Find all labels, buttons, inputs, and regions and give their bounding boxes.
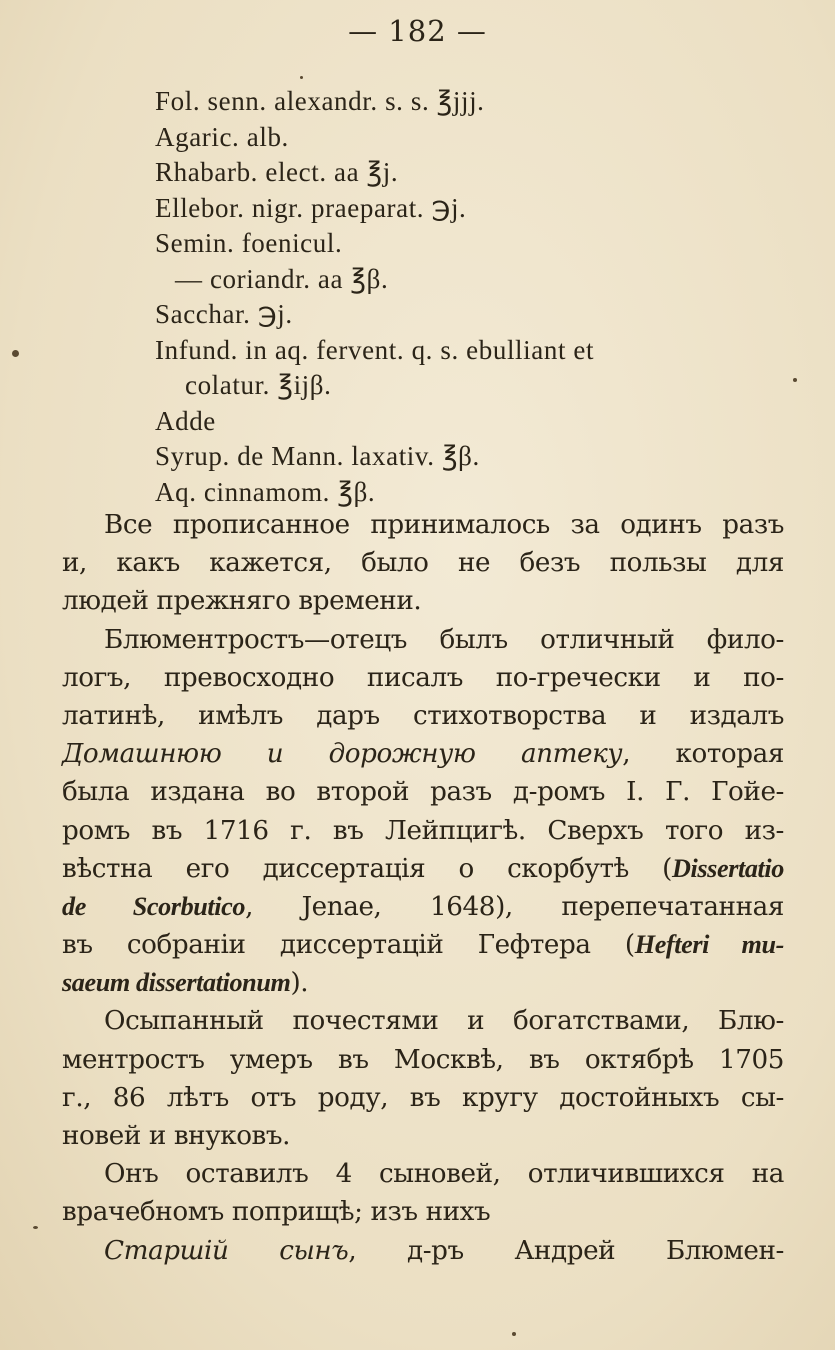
text-line: логъ, превосходно писалъ по-гречески и по- — [62, 662, 784, 693]
recipe-line: Ellebor. nigr. praeparat. ℈j. — [155, 192, 467, 223]
body-text — [62, 506, 784, 1270]
paragraph — [62, 1002, 784, 1155]
text-fragment: вѣстна его диссертація о скорбутѣ ( — [62, 853, 672, 884]
text-line: людей прежняго времени. — [62, 586, 422, 617]
recipe-line: Syrup. de Mann. laxativ. ℥β. — [155, 441, 480, 471]
text-line: Онъ оставилъ 4 сыновей, отличившихся на — [104, 1159, 784, 1190]
paragraph — [62, 1155, 784, 1231]
ink-speck — [33, 1226, 38, 1229]
text-line: Блюментростъ—отецъ былъ отличный фило- — [104, 624, 784, 655]
text-line: Все прописанное принималось за одинъ разъ — [104, 510, 784, 540]
recipe-line: Infund. in aq. fervent. q. s. ebulliant et — [155, 334, 595, 365]
italic-title: Домашнюю и дорожную аптеку — [62, 739, 623, 770]
text-line: ромъ въ 1716 г. въ Лейпцигѣ. Сверхъ того из- — [62, 815, 784, 846]
latin-title: de Scorbutico — [62, 891, 246, 921]
paragraph — [62, 621, 784, 1003]
page-number: — 182 — — [348, 14, 487, 48]
text-line: латинѣ, имѣлъ даръ стихотворства и издалъ — [62, 700, 784, 731]
recipe-line: Fol. senn. alexandr. s. s. ℥jjj. — [155, 86, 485, 116]
paragraph — [62, 506, 784, 621]
text-line: новей и внуковъ. — [62, 1121, 291, 1151]
recipe-line: Agaric. alb. — [155, 121, 289, 152]
text-line: и, какъ кажется, было не безъ пользы для — [62, 548, 784, 579]
recipe-line: Rhabarb. elect. aa ℥j. — [155, 157, 399, 187]
prescription-list — [155, 84, 805, 510]
text-line — [62, 888, 784, 926]
text-fragment: , д-ръ Андрей Блюмен- — [348, 1235, 784, 1266]
text-line — [62, 964, 784, 1002]
ink-speck — [300, 76, 303, 79]
ink-speck — [512, 1332, 516, 1336]
recipe-line: Adde — [155, 405, 216, 436]
text-line: была издана во второй разъ д-ромъ I. Г. Гойе- — [62, 777, 784, 808]
text-line: Осыпанный почестями и богатствами, Блю- — [104, 1006, 784, 1037]
text-fragment: ). — [290, 968, 309, 999]
text-fragment: , Jenae, 1648), перепечатанная — [245, 891, 784, 922]
latin-title: saeum dissertationum — [62, 968, 291, 998]
recipe-line: Sacchar. ℈j. — [155, 299, 293, 329]
text-fragment: въ собраніи диссертацій Гефтера ( — [62, 930, 635, 961]
recipe-line: Semin. foenicul. — [155, 228, 343, 258]
text-fragment: , которая — [622, 739, 784, 770]
text-line — [62, 735, 784, 773]
recipe-line: colatur. ℥ijβ. — [185, 370, 332, 400]
text-line: ментростъ умеръ въ Москвѣ, въ октябрѣ 1705 — [62, 1044, 784, 1075]
ink-speck — [793, 378, 797, 382]
latin-title: Hefteri mu- — [634, 930, 784, 960]
text-line — [62, 926, 784, 964]
paragraph — [62, 1232, 784, 1270]
text-line — [62, 1232, 784, 1270]
text-line: г., 86 лѣтъ отъ роду, въ кругу достойныхъ сы- — [62, 1082, 784, 1113]
recipe-line: Aq. cinnamom. ℥β. — [155, 476, 376, 507]
recipe-line: — coriandr. aa ℥β. — [175, 263, 389, 294]
text-line — [62, 850, 784, 888]
latin-title: Dissertatio — [672, 853, 784, 883]
ink-speck — [12, 350, 19, 357]
text-line: врачебномъ поприщѣ; изъ нихъ — [62, 1197, 491, 1228]
italic-phrase: Старшій сынъ — [104, 1235, 349, 1266]
